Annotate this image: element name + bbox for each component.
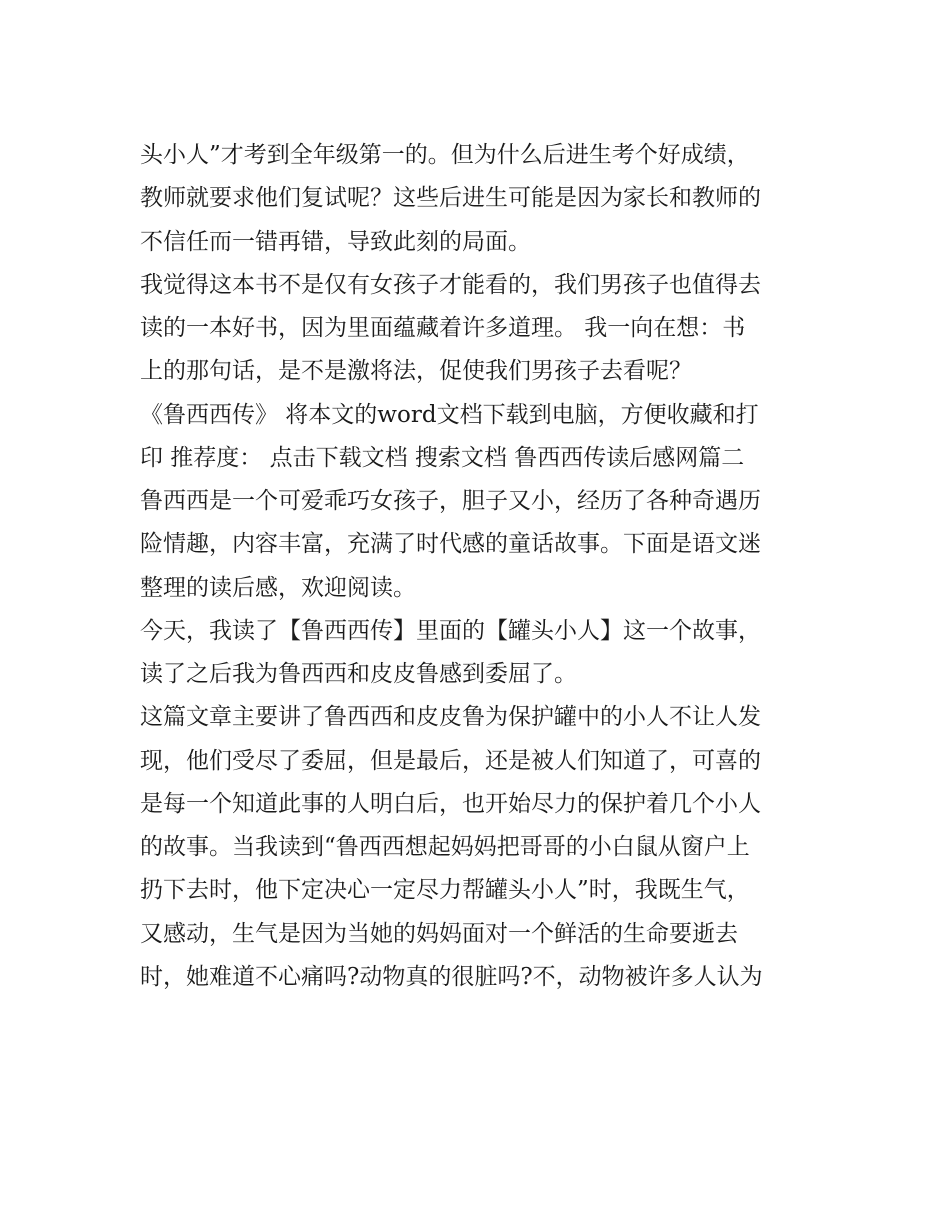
text-line: 整理的读后感，欢迎阅读。	[140, 574, 416, 601]
text-line: 鲁西西是一个可爱乖巧女孩子，胆子又小，经历了各种奇遇历	[140, 488, 761, 514]
text-line: 教师就要求他们复试呢？这些后进生可能是因为家长和教师的	[140, 185, 761, 212]
text-line: 不信任而一错再错，导致此刻的局面。	[140, 228, 531, 255]
text-line: 的故事。当我读到“鲁西西想起妈妈把哥哥的小白鼠从窗户上	[140, 834, 750, 860]
text-line: 读了之后我为鲁西西和皮皮鲁感到委屈了。	[140, 661, 577, 687]
text-line: 印 推荐度： 点击下载文档 搜索文档 鲁西西传读后感网篇二	[140, 444, 745, 471]
text-line: 这篇文章主要讲了鲁西西和皮皮鲁为保护罐中的小人不让人发	[140, 704, 761, 731]
text-line: 扔下去时，他下定决心一定尽力帮罐头小人”时，我既生气，	[140, 877, 750, 904]
document-body	[140, 134, 820, 999]
text-line: 险情趣，内容丰富，充满了时代感的童话故事。下面是语文迷	[140, 531, 761, 558]
text-line: 读的一本好书，因为里面蕴藏着许多道理。 我一向在想：书	[140, 315, 746, 341]
text-line: 《鲁西西传》 将本文的word文档下载到电脑，方便收藏和打	[140, 401, 759, 428]
text-line: 头小人”才考到全年级第一的。但为什么后进生考个好成绩，	[140, 142, 750, 168]
text-line: 又感动，生气是因为当她的妈妈面对一个鲜活的生命要逝去	[140, 920, 738, 947]
text-line: 今天，我读了【鲁西西传】里面的【罐头小人】这一个故事，	[140, 617, 761, 644]
text-line: 是每一个知道此事的人明白后，也开始尽力的保护着几个小人	[140, 790, 761, 817]
text-line: 时，她难道不心痛吗?动物真的很脏吗?不，动物被许多人认为	[140, 963, 763, 990]
text-line: 上的那句话，是不是激将法，促使我们男孩子去看呢？	[140, 358, 692, 385]
text-line: 我觉得这本书不是仅有女孩子才能看的，我们男孩子也值得去	[140, 271, 761, 298]
text-line: 现，他们受尽了委屈，但是最后，还是被人们知道了，可喜的	[140, 747, 761, 774]
